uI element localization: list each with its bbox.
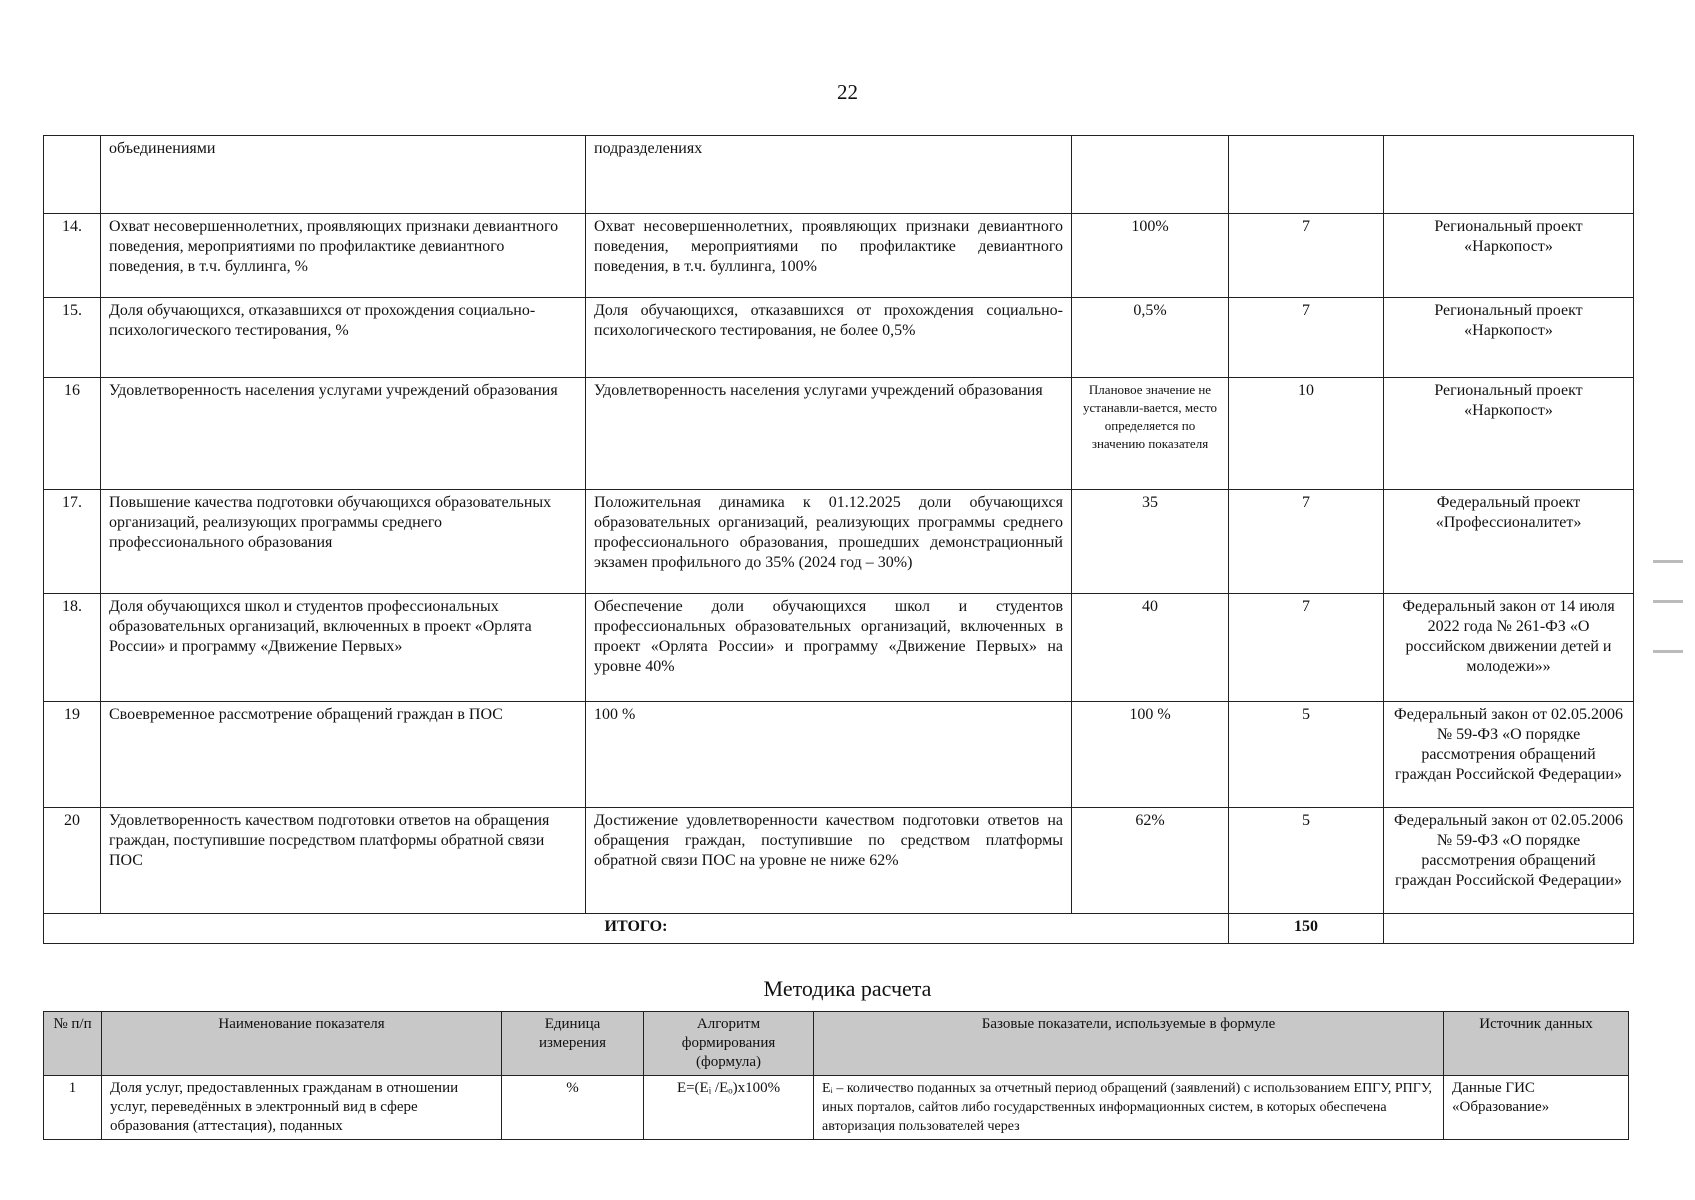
indicator-points: 5: [1229, 808, 1384, 914]
indicator-name: Удовлетворенность качеством подготовки ответов на обращения граждан, поступившие посредством платформы обратной связи ПОС: [101, 808, 586, 914]
method-algorithm: E=(Eᵢ /Eₒ)x100%: [644, 1076, 814, 1140]
scan-artifact: [1653, 600, 1683, 603]
indicator-value: 40: [1072, 594, 1229, 702]
indicator-name: Охват несовершеннолетних, проявляющих признаки девиантного поведения, мероприятиями по профилактике девиантного поведения, в т.ч. буллинга, %: [101, 214, 586, 298]
indicator-target: Удовлетворенность населения услугами учреждений образования: [586, 378, 1072, 490]
methodology-row: [44, 1076, 1629, 1140]
indicator-source: Региональный проект «Наркопост»: [1384, 214, 1634, 298]
indicator-name: Доля обучающихся школ и студентов профессиональных образовательных организаций, включенных в проект «Орлята России» и программу «Движение Первых»: [101, 594, 586, 702]
row-number: 17.: [44, 490, 101, 594]
method-unit: %: [502, 1076, 644, 1140]
total-value: 150: [1229, 914, 1384, 944]
page-number: 22: [837, 80, 858, 104]
indicator-points: 7: [1229, 490, 1384, 594]
indicator-source: Региональный проект «Наркопост»: [1384, 298, 1634, 378]
row-number: 19: [44, 702, 101, 808]
indicator-points: 7: [1229, 298, 1384, 378]
header-base: Базовые показатели, используемые в формуле: [814, 1012, 1444, 1076]
method-num: 1: [44, 1076, 102, 1140]
indicator-target: Положительная динамика к 01.12.2025 доли обучающихся образовательных организаций, реализующих программы среднего профессионального образования, прошедших демонстрационный экзамен профильного до 35% (2024 год – 30%): [586, 490, 1072, 594]
row-number: [44, 136, 101, 214]
table-row: [44, 298, 1634, 378]
indicator-points: 5: [1229, 702, 1384, 808]
header-unit: Единица измерения: [502, 1012, 644, 1076]
indicator-source: [1384, 136, 1634, 214]
table-row: [44, 808, 1634, 914]
methodology-table: [43, 1011, 1629, 1140]
indicator-points: [1229, 136, 1384, 214]
row-number: 20: [44, 808, 101, 914]
scan-artifact: [1653, 560, 1683, 563]
table-row: [44, 136, 1634, 214]
row-number: 15.: [44, 298, 101, 378]
indicator-source: Федеральный проект «Профессионалитет»: [1384, 490, 1634, 594]
table-row: [44, 702, 1634, 808]
indicator-target: подразделениях: [586, 136, 1072, 214]
indicator-value: 100%: [1072, 214, 1229, 298]
header-source: Источник данных: [1444, 1012, 1629, 1076]
table-row: [44, 594, 1634, 702]
indicator-target: 100 %: [586, 702, 1072, 808]
indicators-table: [43, 135, 1634, 944]
row-number: 14.: [44, 214, 101, 298]
table-row: [44, 214, 1634, 298]
indicator-value: 100 %: [1072, 702, 1229, 808]
indicator-value: [1072, 136, 1229, 214]
indicator-value: Плановое значение не устанавли-вается, место определяется по значению показателя: [1072, 378, 1229, 490]
row-number: 18.: [44, 594, 101, 702]
method-base: Eᵢ – количество поданных за отчетный период обращений (заявлений) с использованием ЕПГУ, РПГУ, иных порталов, сайтов либо государственных информационных систем, в которых обеспечена авторизация пользователей через: [814, 1076, 1444, 1140]
indicator-points: 10: [1229, 378, 1384, 490]
indicator-target: Доля обучающихся, отказавшихся от прохождения социально-психологического тестирования, не более 0,5%: [586, 298, 1072, 378]
table-row: [44, 378, 1634, 490]
indicator-value: 0,5%: [1072, 298, 1229, 378]
indicator-source: Федеральный закон от 02.05.2006 № 59-ФЗ «О порядке рассмотрения обращений граждан Российской Федерации»: [1384, 702, 1634, 808]
indicator-value: 35: [1072, 490, 1229, 594]
header-name: Наименование показателя: [102, 1012, 502, 1076]
scan-artifact: [1653, 650, 1683, 653]
total-row: [44, 914, 1634, 944]
row-number: 16: [44, 378, 101, 490]
indicator-value: 62%: [1072, 808, 1229, 914]
indicator-target: Обеспечение доли обучающихся школ и студентов профессиональных образовательных организаций, включенных в проект «Орлята России» и программу «Движение Первых» на уровне 40%: [586, 594, 1072, 702]
indicator-name: Удовлетворенность населения услугами учреждений образования: [101, 378, 586, 490]
methodology-header-row: [44, 1012, 1629, 1076]
method-source: Данные ГИС «Образование»: [1444, 1076, 1629, 1140]
indicator-source: Федеральный закон от 02.05.2006 № 59-ФЗ «О порядке рассмотрения обращений граждан Российской Федерации»: [1384, 808, 1634, 914]
indicator-name: Повышение качества подготовки обучающихся образовательных организаций, реализующих программы среднего профессионального образования: [101, 490, 586, 594]
header-algorithm: Алгоритм формирования (формула): [644, 1012, 814, 1076]
header-num: № п/п: [44, 1012, 102, 1076]
method-name: Доля услуг, предоставленных гражданам в отношении услуг, переведённых в электронный вид в сфере образования (аттестация), поданных: [102, 1076, 502, 1140]
total-empty: [1384, 914, 1634, 944]
section-title: Методика расчета: [763, 976, 932, 1001]
indicator-name: Доля обучающихся, отказавшихся от прохождения социально-психологического тестирования, %: [101, 298, 586, 378]
indicator-name: объединениями: [101, 136, 586, 214]
indicator-points: 7: [1229, 214, 1384, 298]
indicator-target: Охват несовершеннолетних, проявляющих признаки девиантного поведения, мероприятиями по профилактике девиантного поведения, в т.ч. буллинга, 100%: [586, 214, 1072, 298]
indicator-target: Достижение удовлетворенности качеством подготовки ответов на обращения граждан, поступившие по средством платформы обратной связи ПОС на уровне не ниже 62%: [586, 808, 1072, 914]
indicator-name: Своевременное рассмотрение обращений граждан в ПОС: [101, 702, 586, 808]
indicator-points: 7: [1229, 594, 1384, 702]
total-label: ИТОГО:: [44, 914, 1229, 944]
table-row: [44, 490, 1634, 594]
indicator-source: Региональный проект «Наркопост»: [1384, 378, 1634, 490]
indicator-source: Федеральный закон от 14 июля 2022 года № 261-ФЗ «О российском движении детей и молодежи»»: [1384, 594, 1634, 702]
